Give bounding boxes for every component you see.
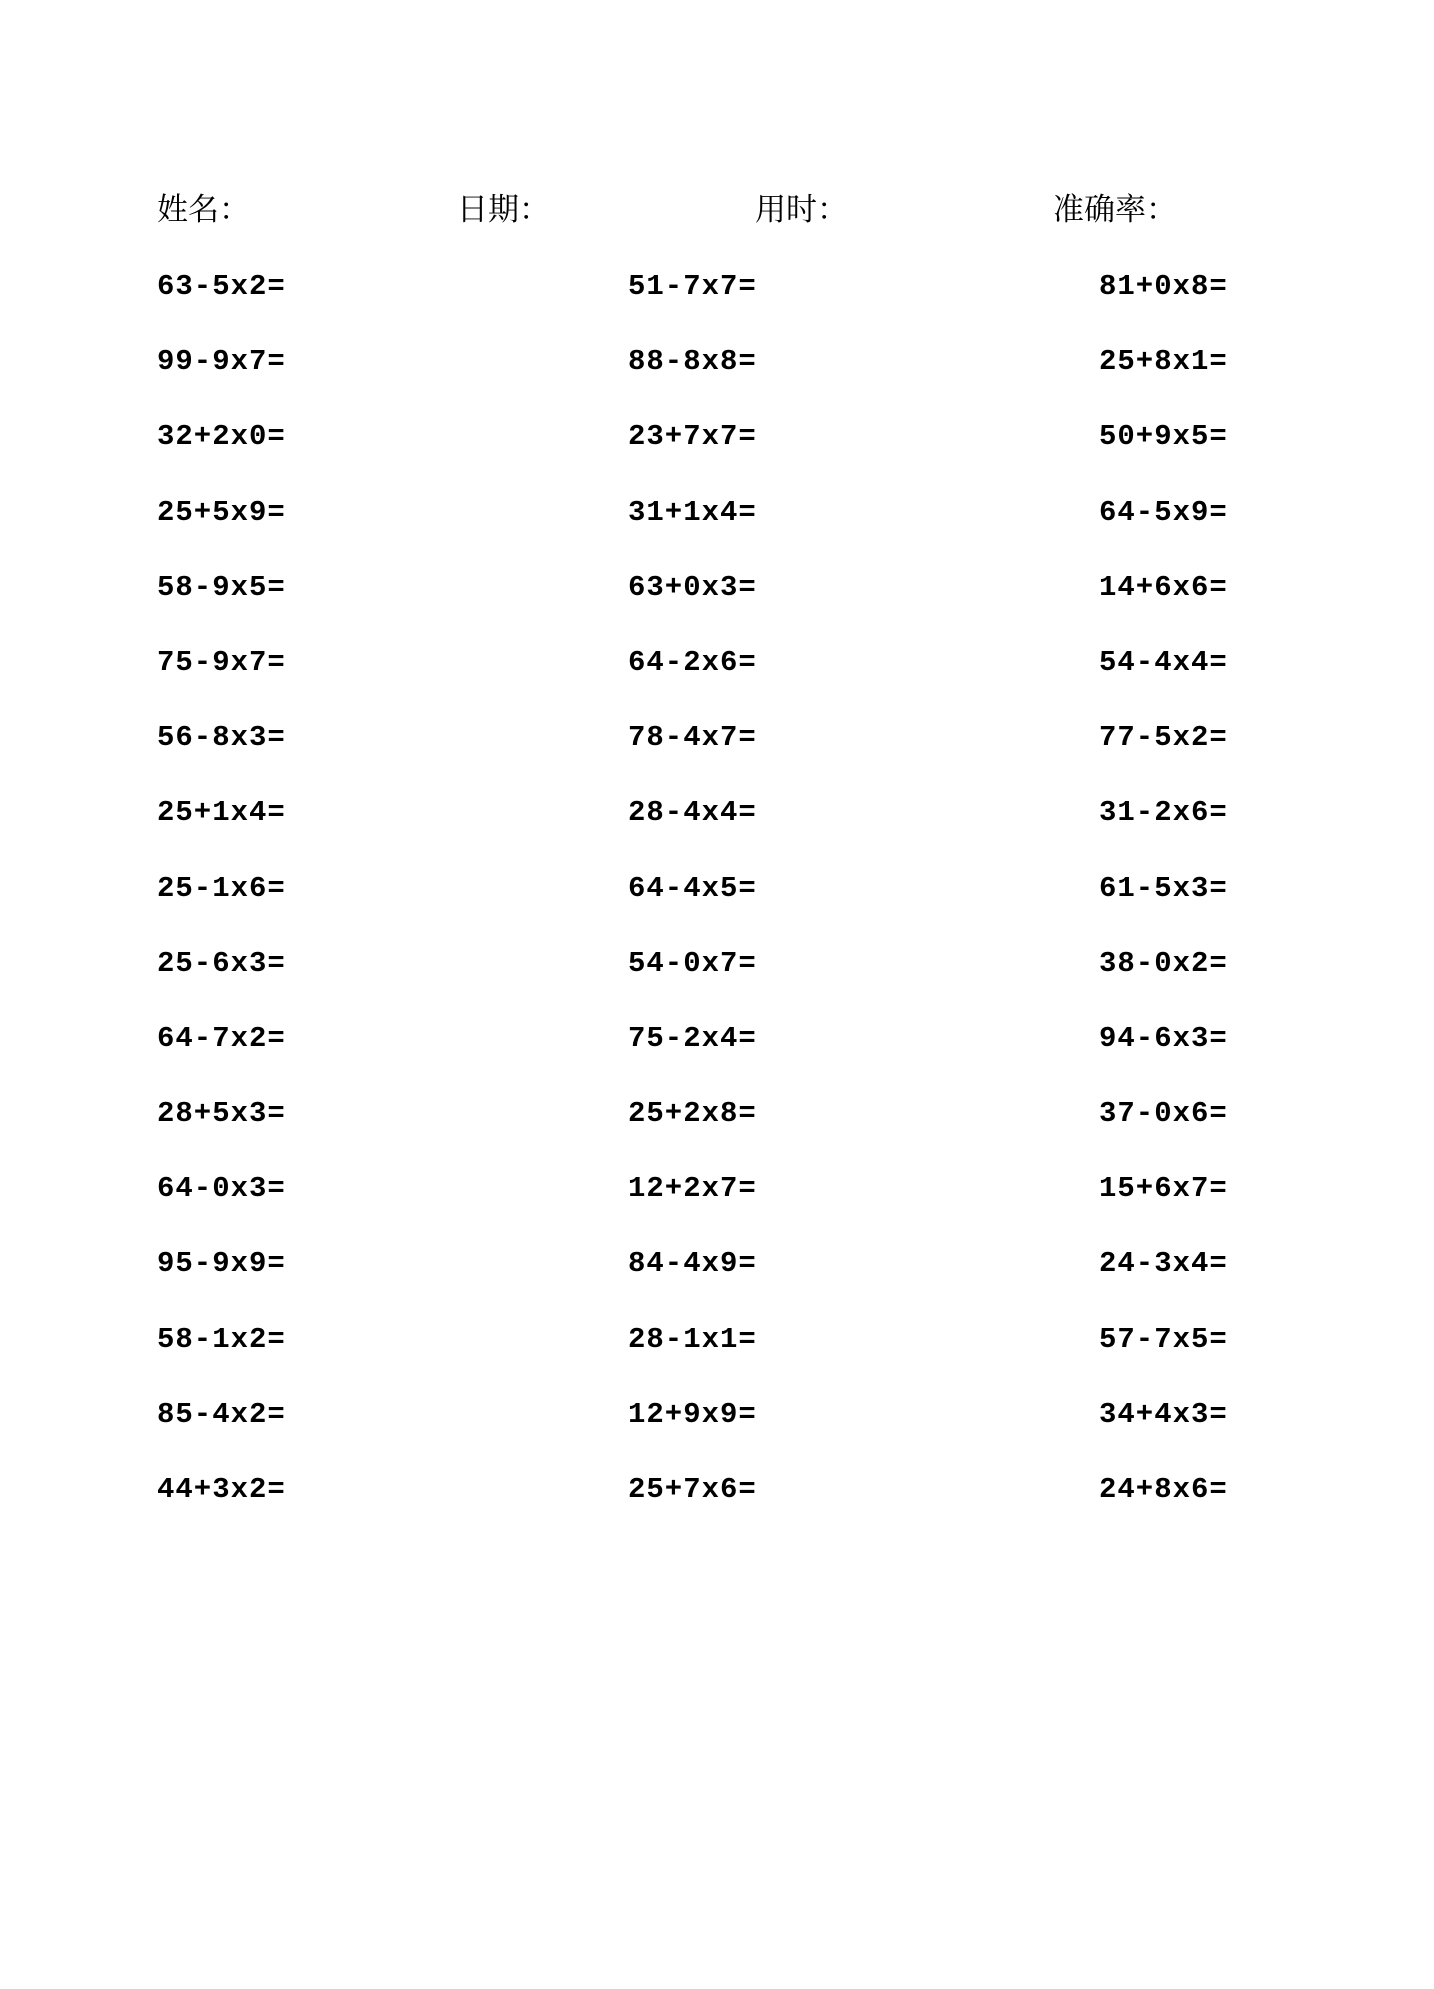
math-problem: 64-2x6= (628, 645, 757, 679)
math-problem: 25+1x4= (157, 796, 286, 830)
problem-row (0, 716, 1434, 791)
problem-row (0, 641, 1434, 716)
problem-grid (0, 265, 1434, 1543)
accuracy-label: 准确率： (1053, 192, 1177, 228)
math-problem: 38-0x2= (1099, 946, 1228, 980)
math-problem: 28+5x3= (157, 1097, 286, 1131)
problem-row (0, 1468, 1434, 1543)
math-problem: 50+9x5= (1099, 420, 1228, 454)
name-label: 姓名： (157, 192, 250, 228)
math-problem: 57-7x5= (1099, 1322, 1228, 1356)
math-problem: 25-1x6= (157, 871, 286, 905)
problem-row (0, 1167, 1434, 1242)
math-problem: 25+7x6= (628, 1473, 757, 1506)
math-problem: 44+3x2= (157, 1473, 286, 1506)
math-problem: 25+8x1= (1099, 345, 1228, 379)
problem-row (0, 942, 1434, 1017)
math-problem: 64-5x9= (1099, 495, 1228, 529)
math-problem: 99-9x7= (157, 345, 286, 379)
math-problem: 78-4x7= (628, 721, 757, 755)
math-problem: 25-6x3= (157, 946, 286, 980)
problem-row (0, 566, 1434, 641)
math-problem: 28-4x4= (628, 796, 757, 830)
problem-row (0, 1393, 1434, 1468)
math-problem: 28-1x1= (628, 1322, 757, 1356)
problem-row (0, 491, 1434, 566)
math-problem: 75-9x7= (157, 645, 286, 679)
problem-row (0, 1242, 1434, 1317)
time-label: 用时： (755, 192, 848, 228)
math-problem: 56-8x3= (157, 721, 286, 755)
math-problem: 58-9x5= (157, 570, 286, 604)
problem-row (0, 265, 1434, 340)
math-problem: 75-2x4= (628, 1021, 757, 1055)
problem-row (0, 1092, 1434, 1167)
problem-row (0, 867, 1434, 942)
math-problem: 61-5x3= (1099, 871, 1228, 905)
math-problem: 63-5x2= (157, 270, 286, 303)
problem-row (0, 1318, 1434, 1393)
math-problem: 12+9x9= (628, 1397, 757, 1431)
math-problem: 58-1x2= (157, 1322, 286, 1356)
math-problem: 64-7x2= (157, 1021, 286, 1055)
math-problem: 95-9x9= (157, 1247, 286, 1281)
math-problem: 24+8x6= (1099, 1473, 1228, 1506)
math-problem: 77-5x2= (1099, 721, 1228, 755)
worksheet-header (0, 188, 1434, 232)
problem-row (0, 791, 1434, 866)
math-problem: 32+2x0= (157, 420, 286, 454)
math-problem: 63+0x3= (628, 570, 757, 604)
math-problem: 31+1x4= (628, 495, 757, 529)
math-problem: 84-4x9= (628, 1247, 757, 1281)
problem-row (0, 340, 1434, 415)
math-problem: 37-0x6= (1099, 1097, 1228, 1131)
date-label: 日期： (457, 192, 550, 228)
math-problem: 64-4x5= (628, 871, 757, 905)
math-problem: 24-3x4= (1099, 1247, 1228, 1281)
math-problem: 25+5x9= (157, 495, 286, 529)
math-problem: 94-6x3= (1099, 1021, 1228, 1055)
math-problem: 81+0x8= (1099, 270, 1228, 303)
problem-row (0, 1017, 1434, 1092)
math-problem: 54-4x4= (1099, 645, 1228, 679)
math-problem: 14+6x6= (1099, 570, 1228, 604)
math-problem: 25+2x8= (628, 1097, 757, 1131)
math-problem: 85-4x2= (157, 1397, 286, 1431)
math-problem: 23+7x7= (628, 420, 757, 454)
math-problem: 54-0x7= (628, 946, 757, 980)
math-problem: 88-8x8= (628, 345, 757, 379)
math-problem: 12+2x7= (628, 1172, 757, 1206)
math-problem: 31-2x6= (1099, 796, 1228, 830)
math-problem: 64-0x3= (157, 1172, 286, 1206)
math-problem: 51-7x7= (628, 270, 757, 303)
math-problem: 15+6x7= (1099, 1172, 1228, 1206)
math-problem: 34+4x3= (1099, 1397, 1228, 1431)
problem-row (0, 415, 1434, 490)
